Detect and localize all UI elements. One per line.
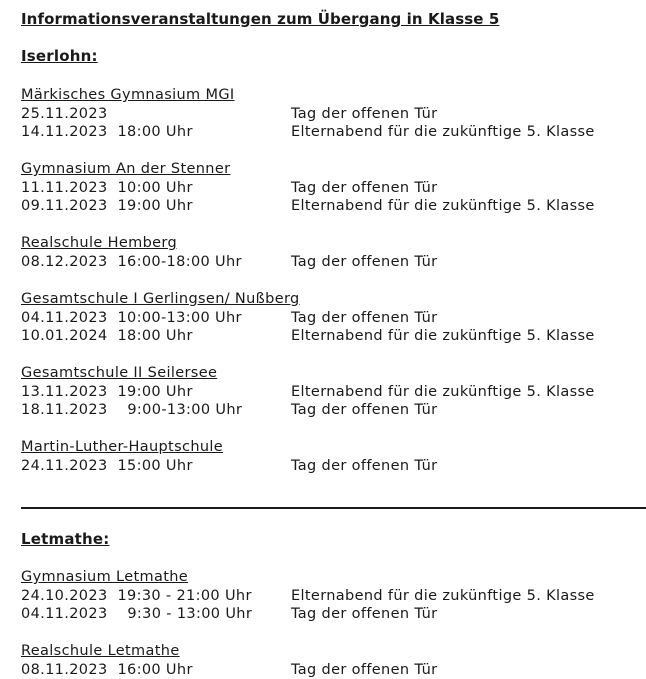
school-block-martin-luther xyxy=(21,438,646,475)
event-description: Tag der offenen Tür xyxy=(291,179,437,198)
event-row xyxy=(21,587,646,606)
event-row xyxy=(21,179,646,198)
school-block-realschule-letmathe xyxy=(21,642,646,679)
event-date: 18.11.2023 9:00-13:00 Uhr xyxy=(21,401,242,420)
event-date: 24.11.2023 15:00 Uhr xyxy=(21,457,193,476)
city-heading-letmathe: Letmathe: xyxy=(21,530,109,548)
event-date: 13.11.2023 19:00 Uhr xyxy=(21,383,193,402)
event-description: Tag der offenen Tür xyxy=(291,309,437,328)
event-description: Elternabend für die zukünftige 5. Klasse xyxy=(291,587,595,606)
event-row xyxy=(21,383,646,402)
school-name: Martin-Luther-Hauptschule xyxy=(21,438,646,457)
event-date: 14.11.2023 18:00 Uhr xyxy=(21,123,193,142)
page-title: Informationsveranstaltungen zum Übergang in Klasse 5 xyxy=(21,10,499,28)
event-row xyxy=(21,457,646,476)
school-block-mgi xyxy=(21,86,646,142)
event-date: 10.01.2024 18:00 Uhr xyxy=(21,327,193,346)
event-row xyxy=(21,327,646,346)
event-date: 04.11.2023 9:30 - 13:00 Uhr xyxy=(21,605,252,624)
event-row xyxy=(21,105,646,124)
city-heading-iserlohn: Iserlohn: xyxy=(21,47,98,65)
event-description: Tag der offenen Tür xyxy=(291,253,437,272)
event-row xyxy=(21,123,646,142)
event-date: 08.11.2023 16:00 Uhr xyxy=(21,661,193,679)
event-row xyxy=(21,605,646,624)
school-block-hemberg xyxy=(21,234,646,271)
school-block-seilersee xyxy=(21,364,646,420)
school-name: Realschule Hemberg xyxy=(21,234,646,253)
school-name: Märkisches Gymnasium MGI xyxy=(21,86,646,105)
event-description: Elternabend für die zukünftige 5. Klasse xyxy=(291,123,595,142)
event-row xyxy=(21,309,646,328)
school-block-stenner xyxy=(21,160,646,216)
event-description: Elternabend für die zukünftige 5. Klasse xyxy=(291,327,595,346)
school-name: Gymnasium Letmathe xyxy=(21,568,646,587)
event-description: Elternabend für die zukünftige 5. Klasse xyxy=(291,383,595,402)
school-block-gerlingsen xyxy=(21,290,646,346)
event-date: 24.10.2023 19:30 - 21:00 Uhr xyxy=(21,587,252,606)
event-row xyxy=(21,253,646,272)
event-row xyxy=(21,197,646,216)
event-description: Tag der offenen Tür xyxy=(291,457,437,476)
event-description: Tag der offenen Tür xyxy=(291,401,437,420)
event-date: 11.11.2023 10:00 Uhr xyxy=(21,179,193,198)
event-description: Tag der offenen Tür xyxy=(291,605,437,624)
event-row xyxy=(21,401,646,420)
event-date: 04.11.2023 10:00-13:00 Uhr xyxy=(21,309,242,328)
event-date: 09.11.2023 19:00 Uhr xyxy=(21,197,193,216)
event-date: 25.11.2023 xyxy=(21,105,108,124)
school-name: Gesamtschule I Gerlingsen/ Nußberg xyxy=(21,290,646,309)
event-description: Tag der offenen Tür xyxy=(291,105,437,124)
event-date: 08.12.2023 16:00-18:00 Uhr xyxy=(21,253,242,272)
school-name: Gymnasium An der Stenner xyxy=(21,160,646,179)
section-divider xyxy=(21,507,646,509)
school-name: Gesamtschule II Seilersee xyxy=(21,364,646,383)
school-name: Realschule Letmathe xyxy=(21,642,646,661)
school-block-gymnasium-letmathe xyxy=(21,568,646,624)
event-row xyxy=(21,661,646,679)
event-description: Elternabend für die zukünftige 5. Klasse xyxy=(291,197,595,216)
event-description: Tag der offenen Tür xyxy=(291,661,437,679)
